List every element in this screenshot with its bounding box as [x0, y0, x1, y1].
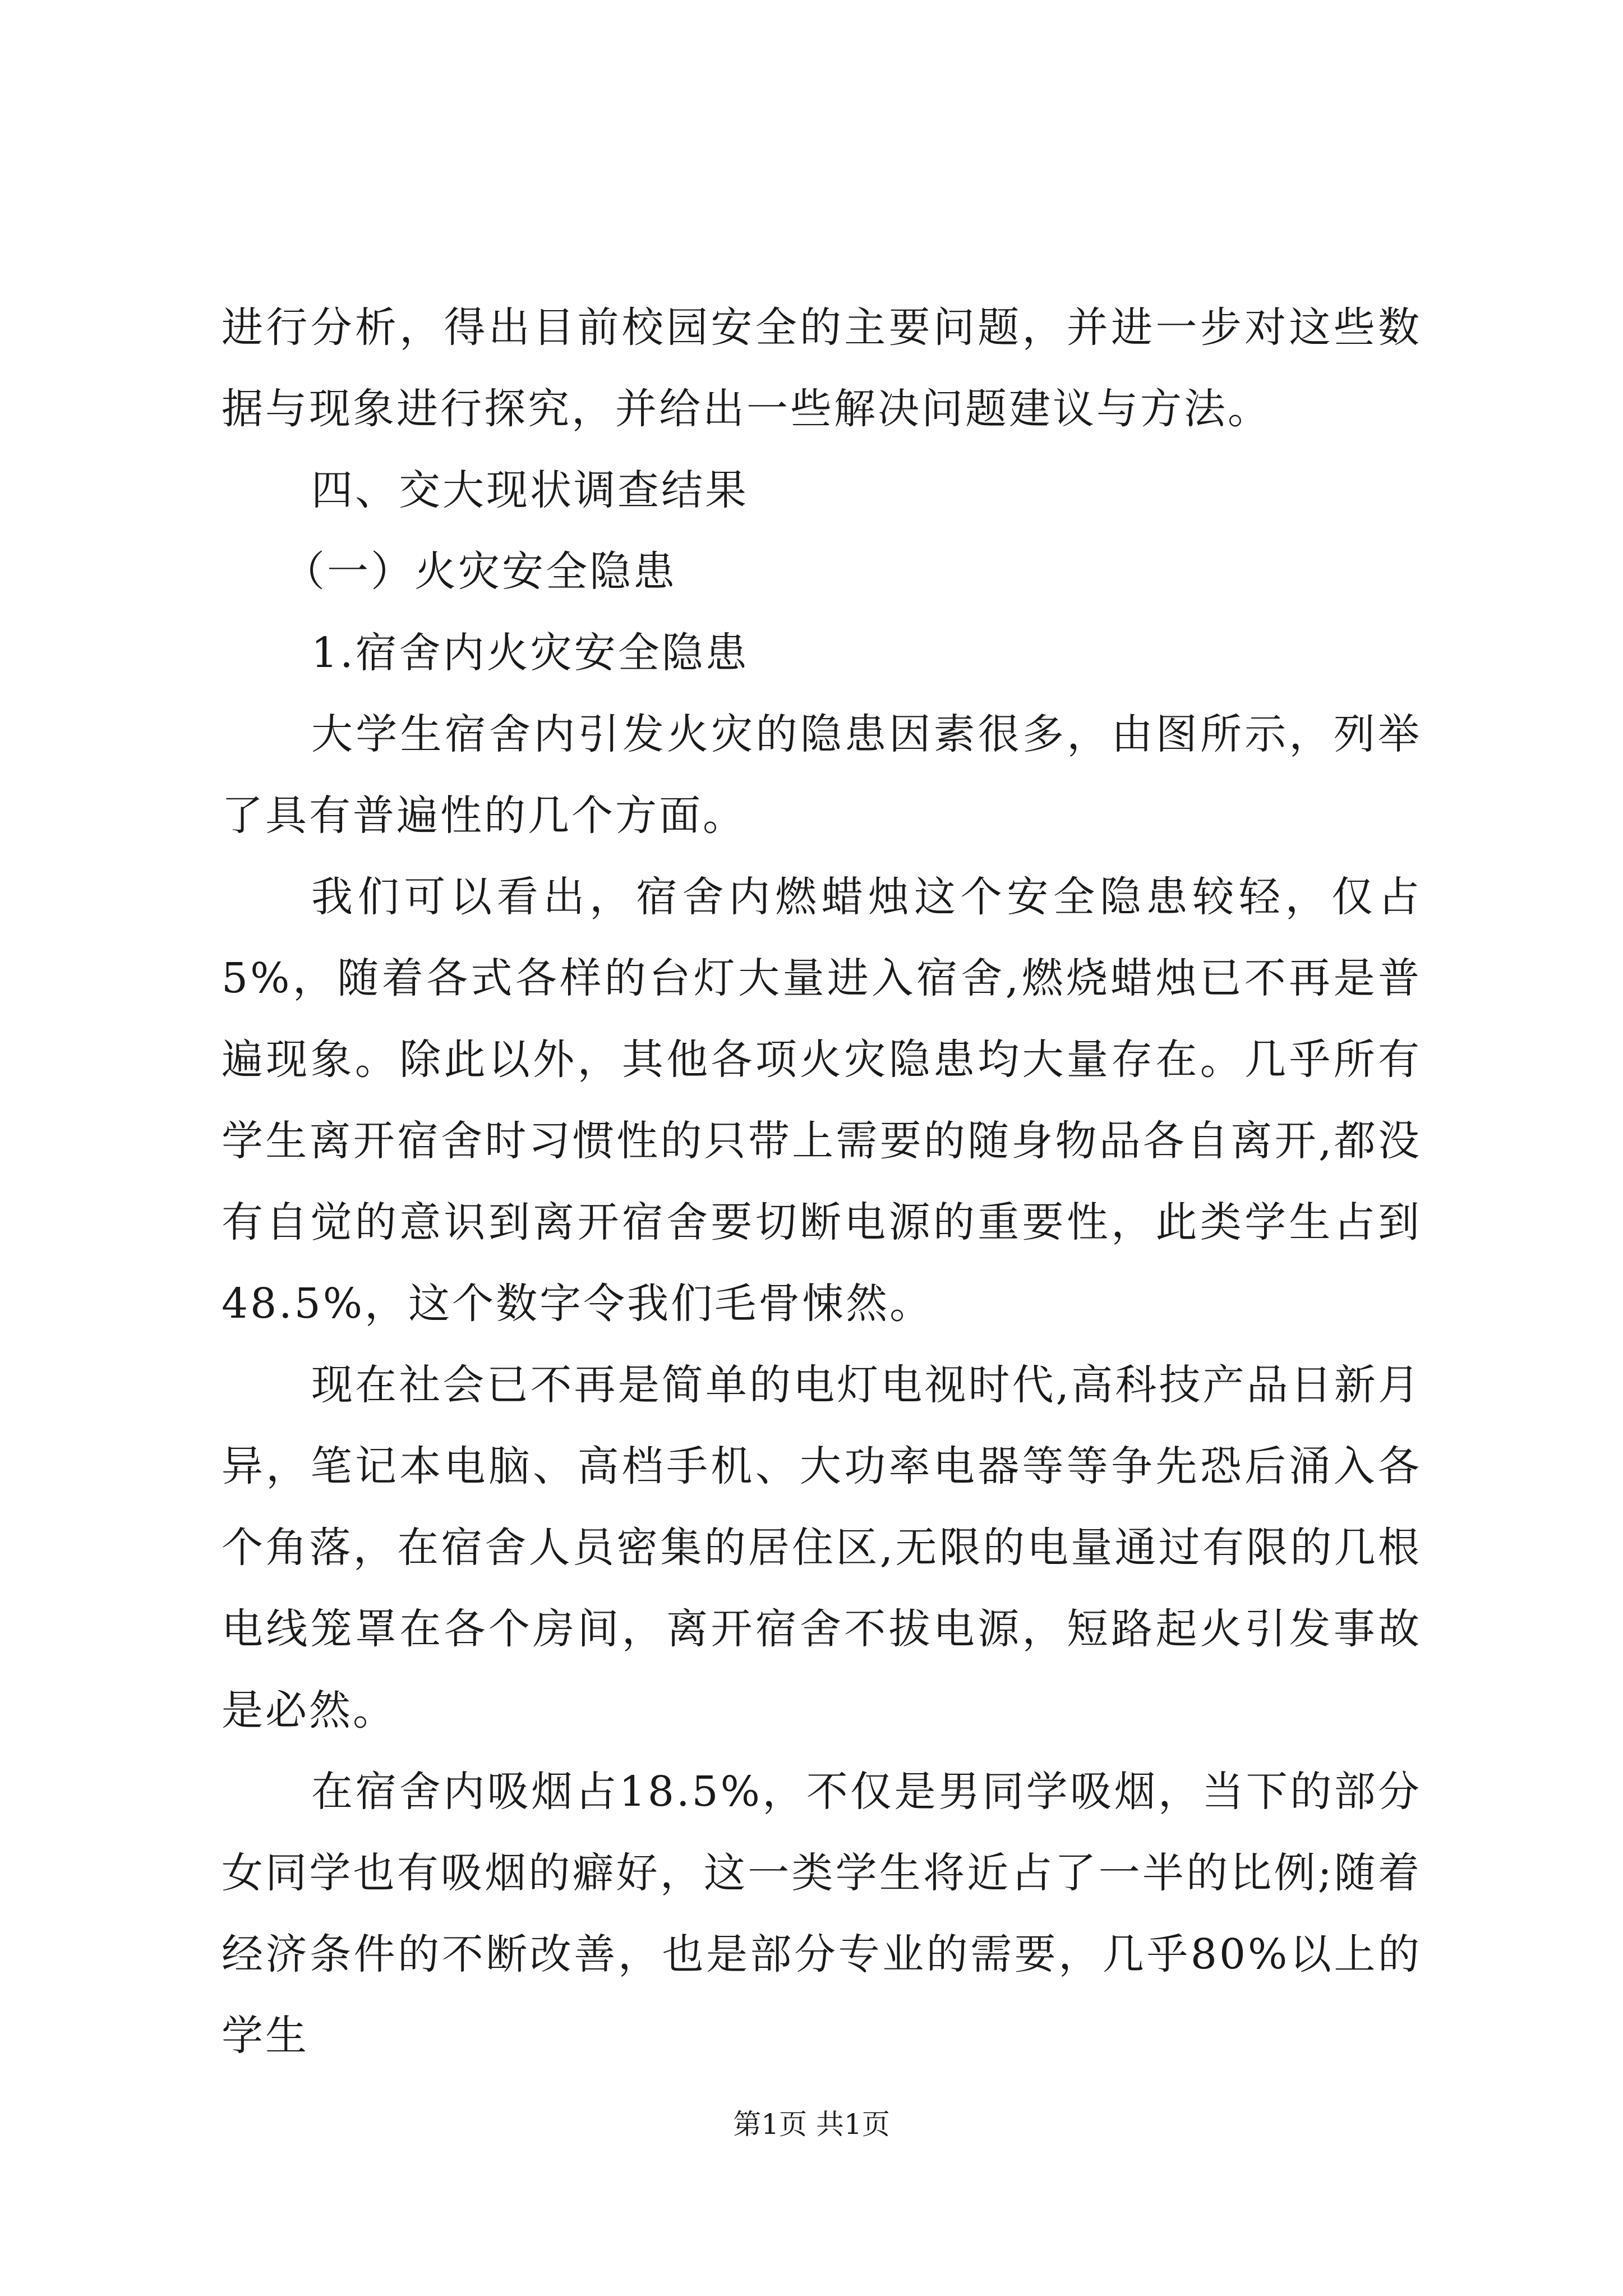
sub-subsection-heading: 1.宿舍内火灾安全隐患	[311, 629, 749, 677]
subsection-heading: （一）火灾安全隐患	[283, 547, 677, 596]
section-heading: 四、交大现状调查结果	[311, 466, 749, 514]
document-body	[222, 287, 1422, 2077]
paragraph: 大学生宿舍内引发火灾的隐患因素很多，由图所示，列举了具有普遍性的几个方面。	[222, 710, 1422, 840]
paragraph: 我们可以看出，宿舍内燃蜡烛这个安全隐患较轻，仅占5%，随着各式各样的台灯大量进入宿舍,燃烧蜡烛已不再是普遍现象。除此以外，其他各项火灾隐患均大量存在。几乎所有学生离开宿舍时习惯性的只带上需要的随身物品各自离开,都没有自觉的意识到离开宿舍要切断电源的重要性，此类学生占到48.5%，这个数字令我们毛骨悚然。	[222, 873, 1422, 1328]
paragraph-continued: 进行分析，得出目前校园安全的主要问题，并进一步对这些数据与现象进行探究，并给出一些解决问题建议与方法。	[222, 303, 1422, 433]
page-footer: 第1页 共1页	[733, 2108, 890, 2141]
paragraph: 现在社会已不再是简单的电灯电视时代,高科技产品日新月异，笔记本电脑、高档手机、大功率电器等等争先恐后涌入各个角落，在宿舍人员密集的居住区,无限的电量通过有限的几根电线笼罩在各个房间，离开宿舍不拔电源，短路起火引发事故是必然。	[222, 1361, 1422, 1734]
paragraph: 在宿舍内吸烟占18.5%，不仅是男同学吸烟，当下的部分女同学也有吸烟的癖好，这一类学生将近占了一半的比例;随着经济条件的不断改善，也是部分专业的需要，几乎80%以上的学生	[222, 1768, 1422, 2060]
